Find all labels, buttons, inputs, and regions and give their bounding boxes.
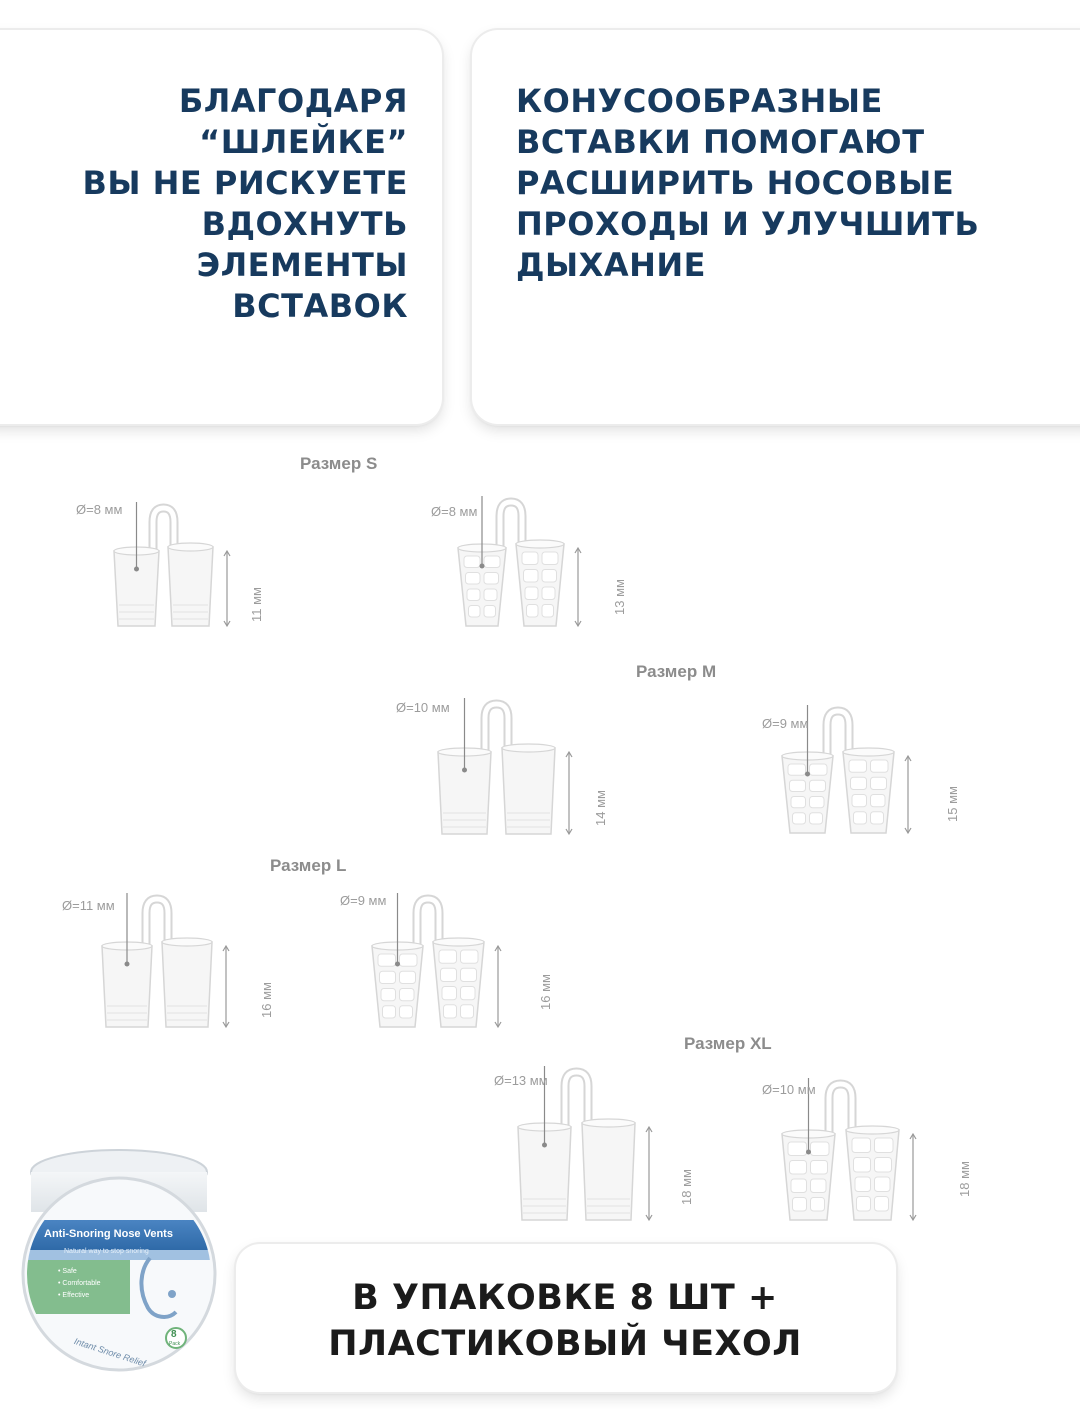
tin-count-label: Pack bbox=[169, 1341, 181, 1347]
right-card-heading bbox=[516, 81, 979, 286]
size-l-solid-height: 16 мм bbox=[259, 982, 274, 1018]
size-xl-solid-height: 18 мм bbox=[679, 1169, 694, 1205]
size-xl-solid-insert bbox=[512, 1066, 687, 1226]
heading-line: РАСШИРИТЬ НОСОВЫЕ bbox=[516, 164, 955, 202]
heading-line: ВСТАВОК bbox=[232, 287, 408, 325]
product-tin-image bbox=[20, 1140, 218, 1392]
heading-line: ПРОХОДЫ И УЛУЧШИТЬ bbox=[516, 205, 980, 243]
size-m-label: Размер M bbox=[636, 662, 717, 681]
package-heading bbox=[240, 1275, 890, 1367]
size-l-vent-diameter: Ø=9 мм bbox=[340, 893, 387, 908]
tin-feature: • Comfortable bbox=[58, 1280, 101, 1287]
heading-line: БЛАГОДАРЯ bbox=[178, 82, 408, 120]
tin-title: Anti-Snoring Nose Vents bbox=[44, 1228, 173, 1240]
left-card-heading bbox=[82, 81, 408, 327]
size-m-vent-diameter: Ø=9 мм bbox=[762, 716, 809, 731]
size-xl-label: Размер XL bbox=[684, 1034, 772, 1053]
size-m-solid-height: 14 мм bbox=[593, 790, 608, 826]
size-s-solid-diameter: Ø=8 мм bbox=[76, 502, 123, 517]
size-m-solid-insert bbox=[432, 698, 607, 840]
size-l-solid-diameter: Ø=11 мм bbox=[62, 898, 115, 913]
heading-line: КОНУСООБРАЗНЫЕ bbox=[516, 82, 883, 120]
heading-line: ЭЛЕМЕНТЫ bbox=[196, 246, 408, 284]
tin-count: 8 bbox=[171, 1329, 177, 1340]
size-xl-solid-diameter: Ø=13 мм bbox=[494, 1073, 548, 1088]
tin-feature: • Effective bbox=[58, 1292, 90, 1299]
size-l-solid-insert bbox=[96, 893, 261, 1033]
size-m-vent-height: 15 мм bbox=[945, 786, 960, 822]
tin-curve-text: Intant Snore Relief bbox=[72, 1336, 147, 1369]
heading-line: ДЫХАНИЕ bbox=[516, 246, 707, 284]
size-l-vented-insert bbox=[366, 893, 536, 1033]
heading-line: В УПАКОВКЕ 8 ШТ + bbox=[352, 1278, 778, 1318]
size-l-vent-height: 16 мм bbox=[538, 974, 553, 1010]
size-m-solid-diameter: Ø=10 мм bbox=[396, 700, 450, 715]
heading-line: ВСТАВКИ ПОМОГАЮТ bbox=[516, 123, 925, 161]
heading-line: ВДОХНУТЬ bbox=[201, 205, 408, 243]
size-xl-vent-diameter: Ø=10 мм bbox=[762, 1082, 816, 1097]
size-s-label: Размер S bbox=[300, 454, 378, 473]
size-xl-vent-height: 18 мм bbox=[957, 1161, 972, 1197]
size-s-solid-height: 11 мм bbox=[249, 587, 264, 622]
heading-line: ВЫ НЕ РИСКУЕТЕ bbox=[82, 164, 408, 202]
tin-subtitle: Natural way to stop snoring bbox=[64, 1248, 149, 1255]
heading-line: “ШЛЕЙКЕ” bbox=[199, 123, 408, 161]
size-s-vent-height: 13 мм bbox=[612, 579, 627, 615]
size-s-vent-diameter: Ø=8 мм bbox=[431, 504, 478, 519]
tin-feature: • Safe bbox=[58, 1268, 77, 1275]
size-l-label: Размер L bbox=[270, 856, 347, 875]
heading-line: ПЛАСТИКОВЫЙ ЧЕХОЛ bbox=[328, 1324, 802, 1364]
size-xl-vented-insert bbox=[776, 1078, 952, 1226]
size-s-solid-insert bbox=[108, 502, 258, 632]
